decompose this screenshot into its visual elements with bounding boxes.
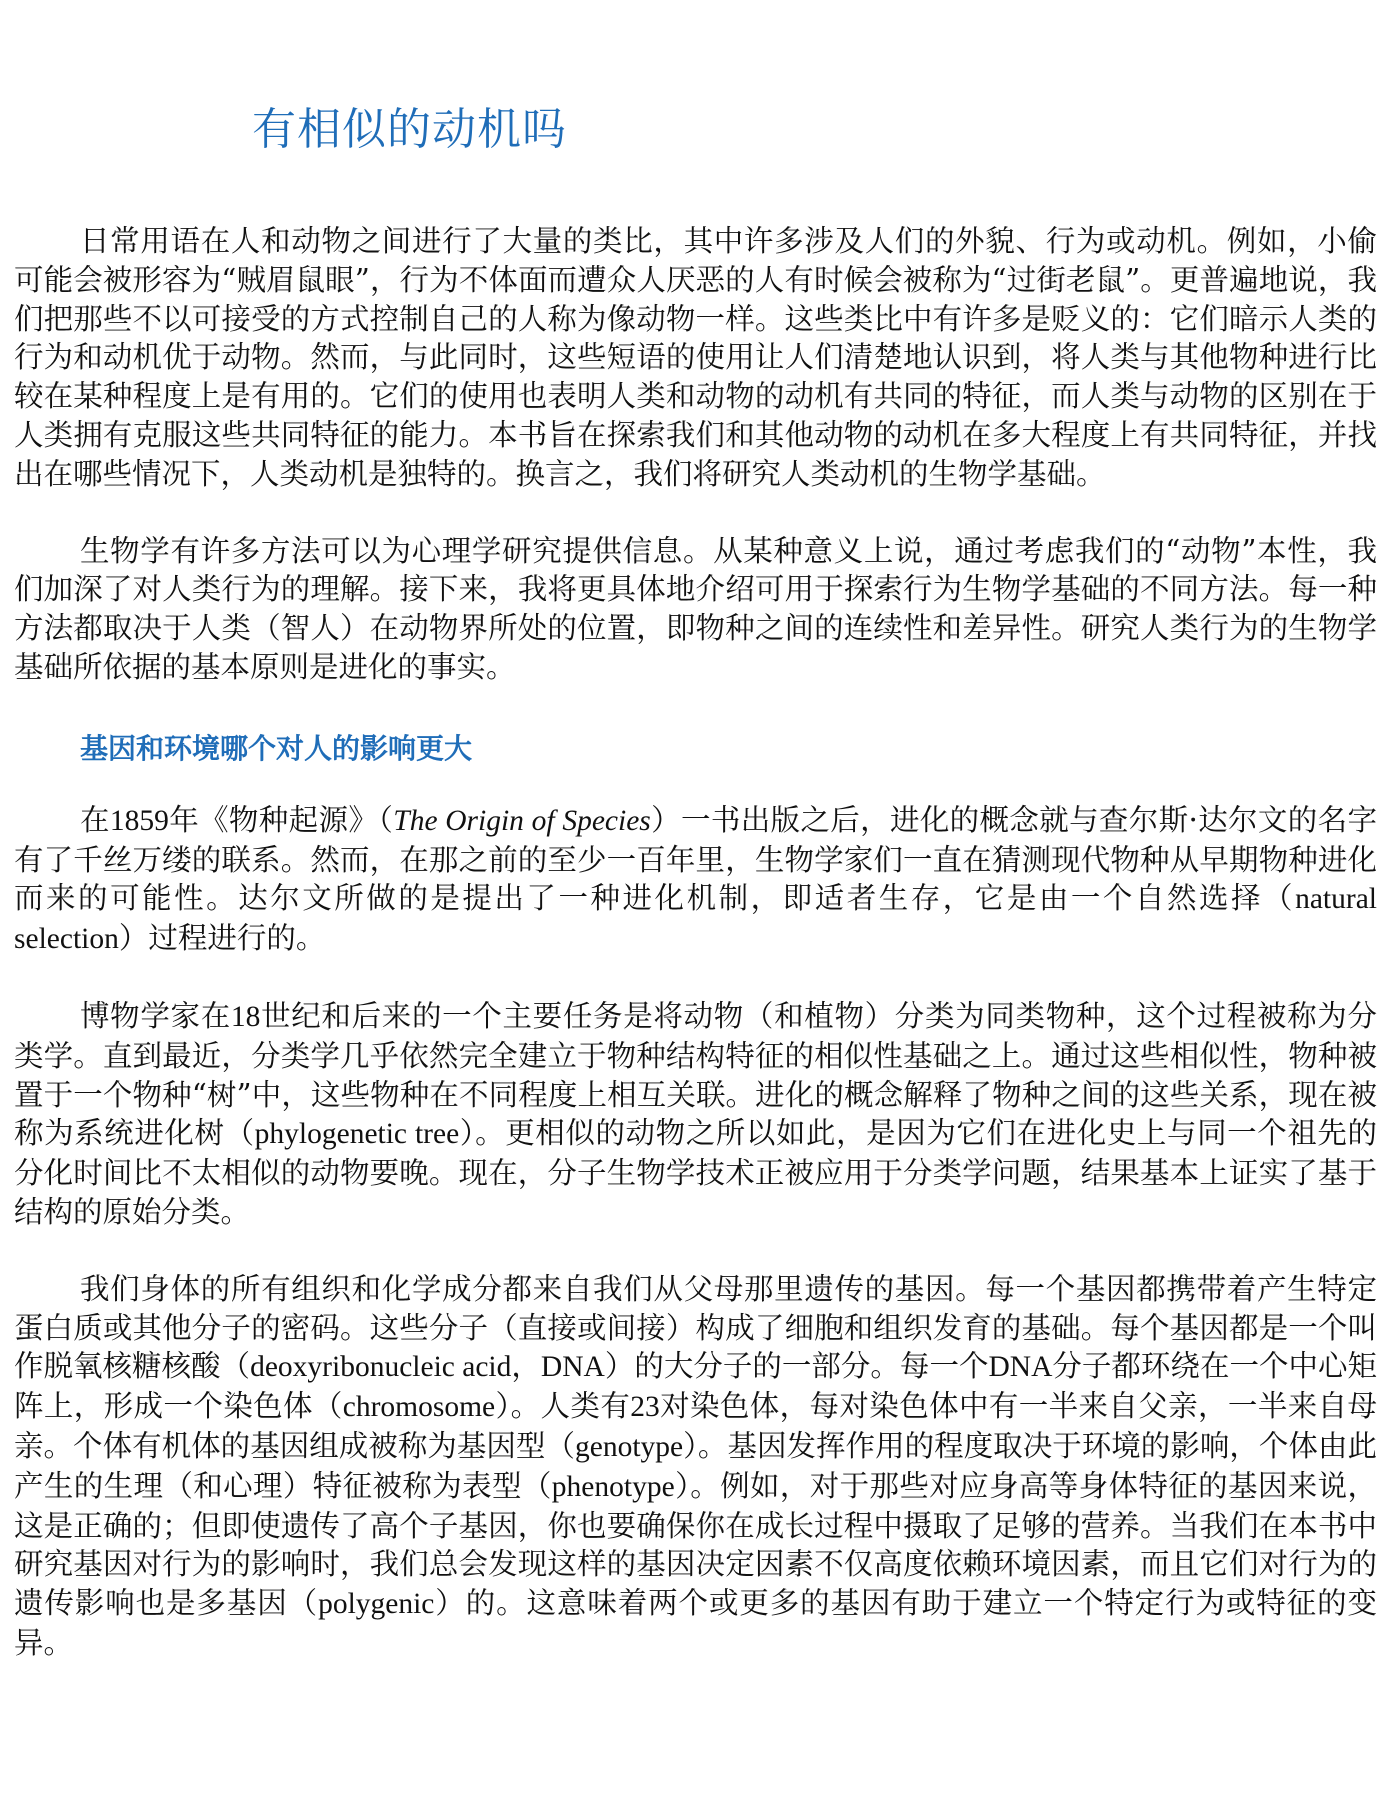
body-text <box>14 222 1377 1663</box>
text-run: ）。更相似的动物之所以如此，是因为它们在进化史上与同一个祖先的分化时间比不太相似的动物要晚。现在，分子生物学技术正被应用于分类学问题，结果基本上证实了基于结构的原始分类。 <box>14 1116 1377 1229</box>
page-title: 有相似的动机吗 <box>252 104 567 155</box>
text-run: ）。例如，对于那些对应身高等身体特征的基因来说，这是正确的；但即使遗传了高个子基因，你也要确保你在成长过程中摄取了足够的营养。当我们在本书中研究基因对行为的影响时，我们总会发现这样的基因决定因素不仅高度依赖环境因素，而且它们对行为的遗传影响也是多基因（ <box>14 1468 1377 1621</box>
text-run: ， <box>511 1349 541 1384</box>
text-run: 博物学家在 <box>80 998 231 1033</box>
section-heading: 基因和环境哪个对人的影响更大 <box>80 731 473 765</box>
text-run: ）一书出版之后，进化的概念就与查尔斯·达尔文的名字有了千丝万缕的联系。然而，在那之前的至少一百年里，生物学家们一直在猜测现代物种从早期物种进化而来的可能性。达尔文所做的是提出了一种进化机制，即适者生存，它是由一个自然选择（ <box>14 802 1377 916</box>
term-latin: DNA <box>988 1351 1053 1384</box>
text-run: 23 <box>630 1391 660 1424</box>
term-latin: polygenic <box>318 1588 435 1621</box>
term-latin: natural selection <box>14 883 1377 956</box>
text-run: ）的。这意味着两个或更多的基因有助于建立一个特定行为或特征的变异。 <box>14 1586 1377 1660</box>
term-latin: DNA <box>540 1351 605 1384</box>
text-run: 世纪和后来的一个主要任务是将动物（和植物）分类为同类物种，这个过程被称为分类学。直到最近，分类学几乎依然完全建立于物种结构特征的相似性基础之上。通过这些相似性，物种被置于一个物种“树”中，这些物种在不同程度上相互关联。进化的概念解释了物种之间的这些关系，现在被称为系统进化树（ <box>14 998 1377 1151</box>
term-latin: phylogenetic tree <box>254 1118 460 1151</box>
text-run: 1859 <box>109 804 169 837</box>
term-latin: deoxyribonucleic acid <box>250 1351 512 1384</box>
text-run: 我们身体的所有组织和化学成分都来自我们从父母那里遗传的基因。每一个基因都携带着产生特定蛋白质或其他分子的密码。这些分子（直接或间接）构成了细胞和组织发育的基础。每个基因都是一个叫作脱氧核糖核酸（ <box>14 1271 1377 1384</box>
text-run: ）。人类有 <box>495 1389 631 1424</box>
text-run: 对染色体，每对染色体中有一半来自父亲，一半来自母亲。个体有机体的基因组成被称为基因型（ <box>14 1389 1377 1463</box>
book-title-latin: The Origin of Species <box>393 804 651 837</box>
paragraph: 生物学有许多方法可以为心理学研究提供信息。从某种意义上说，通过考虑我们的“动物”本性，我们加深了对人类行为的理解。接下来，我将更具体地介绍可用于探索行为生物学基础的不同方法。每一种方法都取决于人类（智人）在动物界所处的位置，即物种之间的连续性和差异性。研究人类行为的生物学基础所依据的基本原则是进化的事实。 <box>14 533 1377 684</box>
paragraph <box>14 997 1377 1232</box>
paragraph <box>14 1270 1377 1663</box>
term-latin: chromosome <box>342 1391 496 1424</box>
text-run: ）。基因发挥作用的程度取决于环境的影响，个体由此产生的生理（和心理）特征被称为表型（ <box>14 1428 1377 1503</box>
text-run: ）过程进行的。 <box>118 921 326 956</box>
text-run: 18 <box>230 1000 261 1033</box>
paragraph: 日常用语在人和动物之间进行了大量的类比，其中许多涉及人们的外貌、行为或动机。例如，小偷可能会被形容为“贼眉鼠眼”，行为不体面而遭众人厌恶的人有时候会被称为“过街老鼠”。更普遍地说，我们把那些不以可接受的方式控制自己的人称为像动物一样。这些类比中有许多是贬义的：它们暗示人类的行为和动机优于动物。然而，与此同时，这些短语的使用让人们清楚地认识到，将人类与其他物种进行比较在某种程度上是有用的。它们的使用也表明人类和动物的动机有共同的特征，而人类与动物的区别在于人类拥有克服这些共同特征的能力。本书旨在探索我们和其他动物的动机在多大程度上有共同特征，并找出在哪些情况下，人类动机是独特的。换言之，我们将研究人类动机的生物学基础。 <box>14 224 1377 491</box>
paragraph <box>14 801 1377 959</box>
text-run: 在 <box>80 802 110 837</box>
text-run: 分子都环绕在一个中心矩阵上，形成一个染色体（ <box>14 1349 1377 1424</box>
text-run: 年《物种起源》（ <box>168 802 394 837</box>
text-run: ）的大分子的一部分。每一个 <box>604 1349 989 1384</box>
term-latin: phenotype <box>551 1470 675 1503</box>
term-latin: genotype <box>574 1430 684 1463</box>
